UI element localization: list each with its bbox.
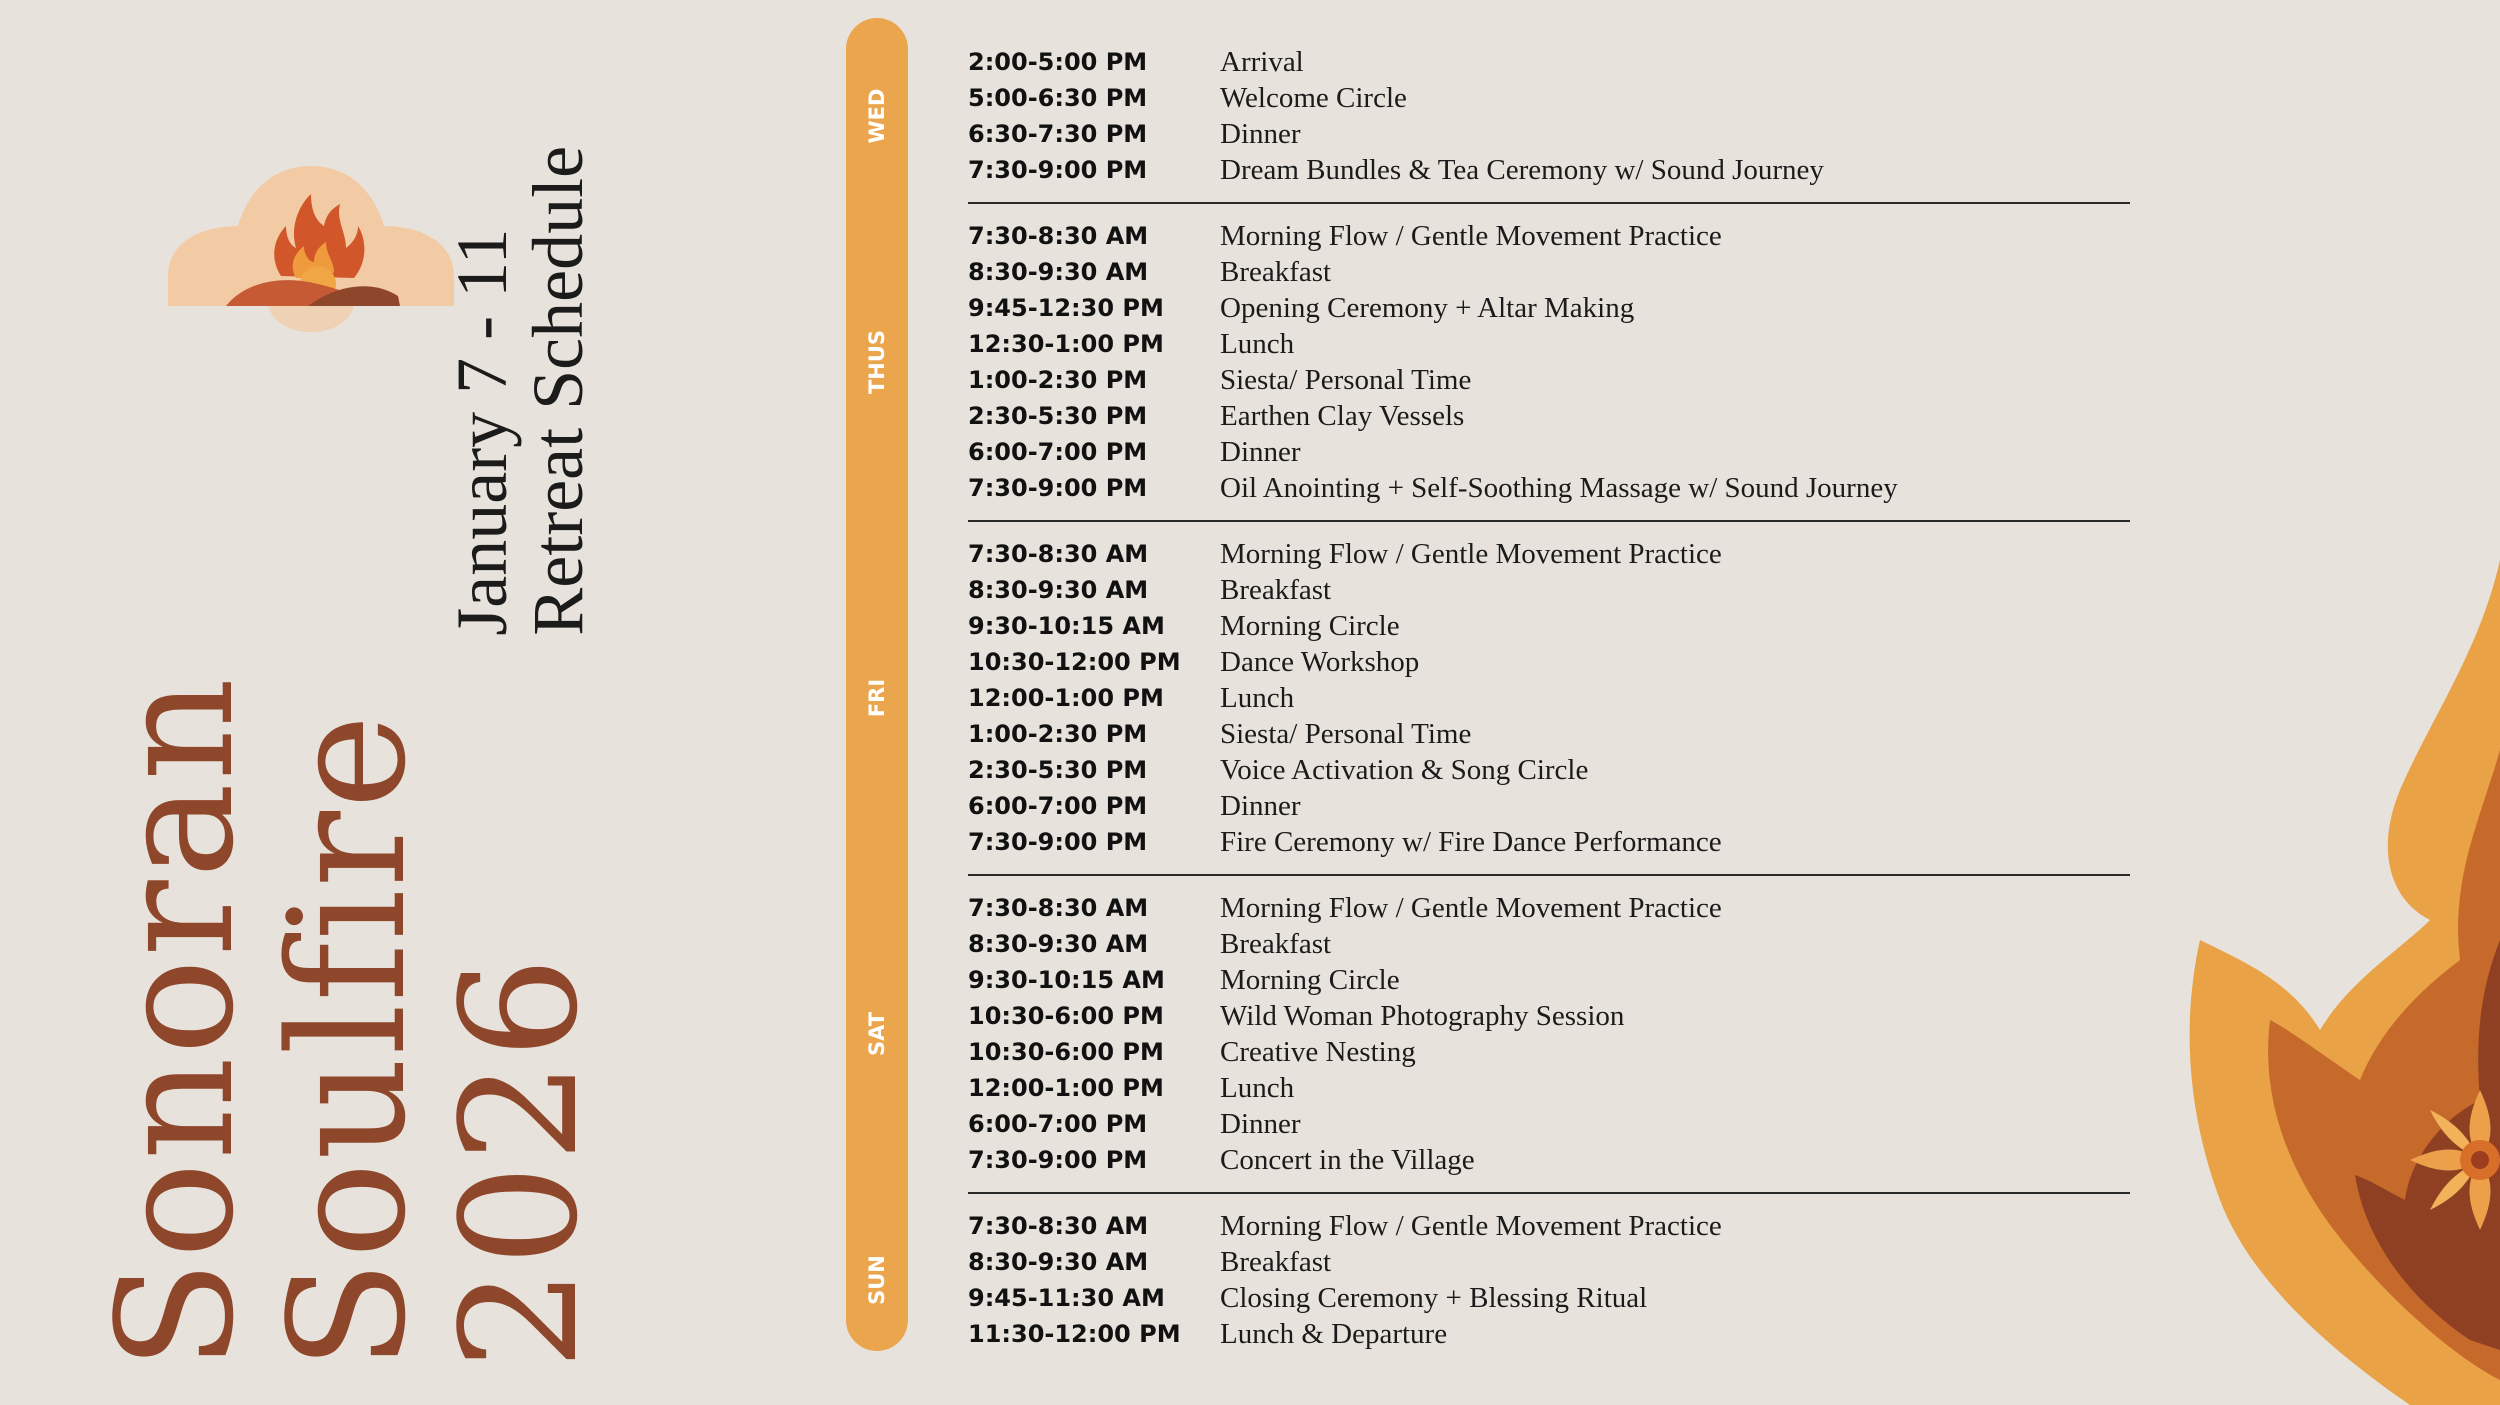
schedule-row bbox=[968, 152, 2130, 188]
flame-flower-decoration bbox=[2180, 560, 2500, 1405]
schedule-row bbox=[968, 608, 2130, 644]
activity-name: Closing Ceremony + Blessing Ritual bbox=[1220, 1281, 1648, 1314]
schedule-row bbox=[968, 998, 2130, 1034]
time-range: 7:30-8:30 AM bbox=[968, 540, 1149, 568]
time-range: 12:30-1:00 PM bbox=[968, 330, 1164, 358]
day-section bbox=[968, 44, 2130, 188]
schedule-row bbox=[968, 824, 2130, 860]
time-range: 8:30-9:30 AM bbox=[968, 258, 1149, 286]
time-range: 8:30-9:30 AM bbox=[968, 930, 1149, 958]
activity-name: Siesta/ Personal Time bbox=[1220, 717, 1472, 750]
time-range: 7:30-8:30 AM bbox=[968, 1212, 1149, 1240]
activity-name: Siesta/ Personal Time bbox=[1220, 363, 1472, 396]
day-section bbox=[968, 1208, 2130, 1352]
schedule-row bbox=[968, 788, 2130, 824]
time-range: 6:00-7:00 PM bbox=[968, 1110, 1148, 1138]
activity-name: Earthen Clay Vessels bbox=[1220, 399, 1465, 432]
activity-name: Breakfast bbox=[1220, 573, 1332, 606]
time-range: 10:30-6:00 PM bbox=[968, 1038, 1164, 1066]
schedule-row bbox=[968, 80, 2130, 116]
schedule-row bbox=[968, 1208, 2130, 1244]
activity-name: Morning Flow / Gentle Movement Practice bbox=[1220, 891, 1722, 924]
time-range: 11:30-12:00 PM bbox=[968, 1320, 1181, 1348]
day-section bbox=[968, 536, 2130, 860]
activity-name: Welcome Circle bbox=[1220, 81, 1407, 114]
activity-name: Morning Circle bbox=[1220, 963, 1400, 996]
time-range: 6:00-7:00 PM bbox=[968, 438, 1148, 466]
activity-name: Breakfast bbox=[1220, 255, 1332, 288]
day-label: SUN bbox=[865, 1255, 889, 1305]
schedule-row bbox=[968, 962, 2130, 998]
schedule-row bbox=[968, 116, 2130, 152]
title-line-1: Sonoran bbox=[82, 675, 269, 1370]
schedule-row bbox=[968, 1142, 2130, 1178]
schedule-row bbox=[968, 326, 2130, 362]
day-section bbox=[968, 890, 2130, 1178]
schedule-row bbox=[968, 536, 2130, 572]
day-label: SAT bbox=[865, 1011, 889, 1057]
activity-name: Morning Circle bbox=[1220, 609, 1400, 642]
time-range: 7:30-9:00 PM bbox=[968, 1146, 1148, 1174]
schedule-row bbox=[968, 644, 2130, 680]
day-divider bbox=[968, 202, 2130, 204]
vertical-title-block bbox=[82, 145, 613, 1370]
schedule-row bbox=[968, 1070, 2130, 1106]
activity-name: Dinner bbox=[1220, 117, 1301, 150]
activity-name: Morning Flow / Gentle Movement Practice bbox=[1220, 219, 1722, 252]
activity-name: Dream Bundles & Tea Ceremony w/ Sound Journey bbox=[1220, 153, 1824, 186]
activity-name: Dinner bbox=[1220, 789, 1301, 822]
activity-name: Morning Flow / Gentle Movement Practice bbox=[1220, 537, 1722, 570]
time-range: 9:30-10:15 AM bbox=[968, 612, 1165, 640]
schedule-row bbox=[968, 362, 2130, 398]
schedule-row bbox=[968, 680, 2130, 716]
day-divider bbox=[968, 874, 2130, 876]
subtitle-text: Retreat Schedule bbox=[518, 145, 598, 636]
title-line-3: 2026 bbox=[426, 954, 613, 1370]
day-divider bbox=[968, 1192, 2130, 1194]
schedule-row bbox=[968, 470, 2130, 506]
activity-name: Dinner bbox=[1220, 435, 1301, 468]
time-range: 2:00-5:00 PM bbox=[968, 48, 1148, 76]
schedule-row bbox=[968, 926, 2130, 962]
time-range: 6:00-7:00 PM bbox=[968, 792, 1148, 820]
activity-name: Lunch bbox=[1220, 681, 1295, 714]
day-label: FRI bbox=[865, 678, 889, 718]
time-range: 10:30-12:00 PM bbox=[968, 648, 1181, 676]
activity-name: Lunch bbox=[1220, 327, 1295, 360]
schedule-row bbox=[968, 1244, 2130, 1280]
day-label: WED bbox=[865, 88, 889, 144]
day-divider bbox=[968, 520, 2130, 522]
time-range: 6:30-7:30 PM bbox=[968, 120, 1148, 148]
time-range: 8:30-9:30 AM bbox=[968, 1248, 1149, 1276]
activity-name: Morning Flow / Gentle Movement Practice bbox=[1220, 1209, 1722, 1242]
title-line-2: Soulfire bbox=[254, 712, 441, 1370]
time-range: 12:00-1:00 PM bbox=[968, 1074, 1164, 1102]
time-range: 9:45-12:30 PM bbox=[968, 294, 1164, 322]
activity-name: Breakfast bbox=[1220, 927, 1332, 960]
schedule-row bbox=[968, 1106, 2130, 1142]
schedule-row bbox=[968, 1280, 2130, 1316]
schedule-row bbox=[968, 398, 2130, 434]
time-range: 7:30-8:30 AM bbox=[968, 894, 1149, 922]
activity-name: Breakfast bbox=[1220, 1245, 1332, 1278]
activity-name: Concert in the Village bbox=[1220, 1143, 1475, 1176]
schedule-row bbox=[968, 218, 2130, 254]
schedule-row bbox=[968, 254, 2130, 290]
activity-name: Lunch bbox=[1220, 1071, 1295, 1104]
activity-name: Dinner bbox=[1220, 1107, 1301, 1140]
day-label: THUS bbox=[865, 329, 889, 395]
schedule-row bbox=[968, 434, 2130, 470]
activity-name: Wild Woman Photography Session bbox=[1220, 999, 1625, 1032]
schedule bbox=[968, 44, 2130, 1352]
day-section bbox=[968, 218, 2130, 506]
schedule-row bbox=[968, 1316, 2130, 1352]
activity-name: Arrival bbox=[1220, 45, 1304, 78]
activity-name: Creative Nesting bbox=[1220, 1035, 1416, 1068]
time-range: 5:00-6:30 PM bbox=[968, 84, 1148, 112]
schedule-row bbox=[968, 44, 2130, 80]
schedule-row bbox=[968, 752, 2130, 788]
time-range: 1:00-2:30 PM bbox=[968, 366, 1148, 394]
time-range: 7:30-9:00 PM bbox=[968, 828, 1148, 856]
activity-name: Fire Ceremony w/ Fire Dance Performance bbox=[1220, 825, 1722, 858]
time-range: 7:30-8:30 AM bbox=[968, 222, 1149, 250]
schedule-row bbox=[968, 716, 2130, 752]
time-range: 2:30-5:30 PM bbox=[968, 756, 1148, 784]
dates-text: January 7 - 11 bbox=[442, 228, 522, 636]
activity-name: Voice Activation & Song Circle bbox=[1220, 753, 1589, 786]
time-range: 10:30-6:00 PM bbox=[968, 1002, 1164, 1030]
time-range: 12:00-1:00 PM bbox=[968, 684, 1164, 712]
schedule-row bbox=[968, 572, 2130, 608]
time-range: 1:00-2:30 PM bbox=[968, 720, 1148, 748]
schedule-row bbox=[968, 890, 2130, 926]
activity-name: Lunch & Departure bbox=[1220, 1317, 1448, 1350]
time-range: 8:30-9:30 AM bbox=[968, 576, 1149, 604]
time-range: 2:30-5:30 PM bbox=[968, 402, 1148, 430]
time-range: 9:30-10:15 AM bbox=[968, 966, 1165, 994]
schedule-row bbox=[968, 1034, 2130, 1070]
activity-name: Oil Anointing + Self-Soothing Massage w/ Sound Journey bbox=[1220, 471, 1898, 504]
activity-name: Dance Workshop bbox=[1220, 645, 1420, 678]
activity-name: Opening Ceremony + Altar Making bbox=[1220, 291, 1635, 324]
schedule-row bbox=[968, 290, 2130, 326]
time-range: 7:30-9:00 PM bbox=[968, 474, 1148, 502]
time-range: 7:30-9:00 PM bbox=[968, 156, 1148, 184]
time-range: 9:45-11:30 AM bbox=[968, 1284, 1165, 1312]
